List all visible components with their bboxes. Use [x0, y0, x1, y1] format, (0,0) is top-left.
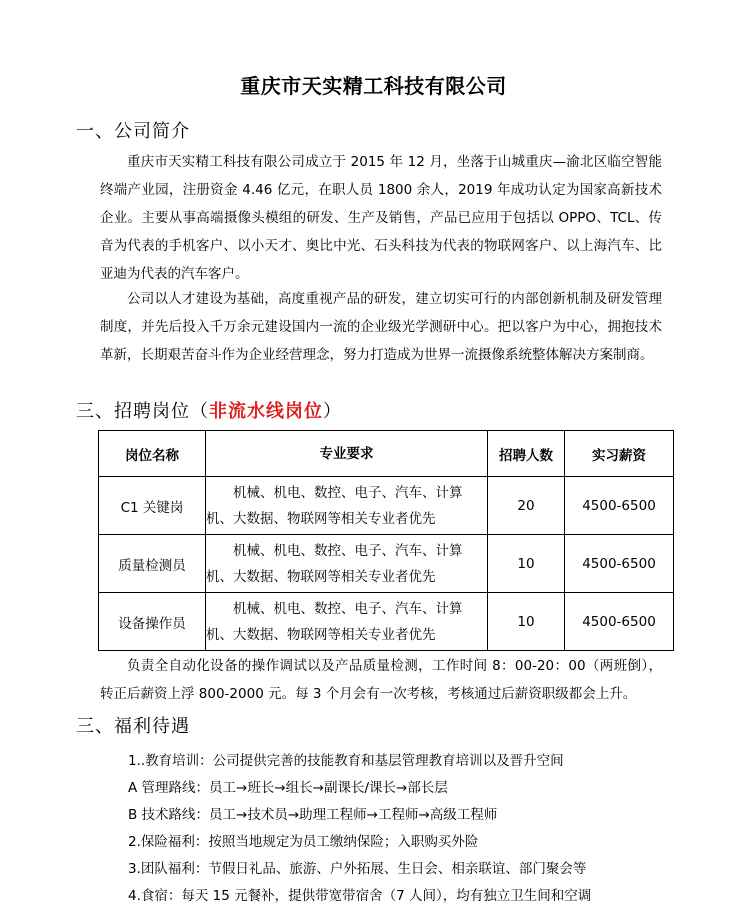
header-requirement: 专业要求 — [206, 431, 488, 477]
intro-paragraph-1: 重庆市天实精工科技有限公司成立于 2015 年 12 月，坐落于山城重庆—渝北区临空智能终端产业园，注册资金 4.46 亿元，在职人员 1800 余人，2019 年成功认定为国家高新技术企业。主要从事高端摄像头模组的研发、生产及销售，产品已应用于包括以 OPPO、TCL、传音为代表的手机客户、以小天才、奥比中光、石头科技为代表的物联网客户、以上海汽车、比亚迪为代表的汽车客户。 — [100, 154, 662, 282]
requirement-cell — [206, 477, 488, 535]
jobs-heading-text: 三、招聘岗位（ — [76, 401, 209, 422]
section-heading-jobs — [76, 397, 342, 423]
jobs-table — [98, 430, 674, 651]
table-row — [99, 535, 674, 593]
salary-range: 4500-6500 — [565, 477, 674, 535]
page-title: 重庆市天实精工科技有限公司 — [240, 74, 507, 98]
benefits-list — [128, 748, 591, 910]
intro-paragraph-2: 公司以人才建设为基础，高度重视产品的研发，建立切实可行的内部创新机制及研发管理制度，并先后投入千万余元建设国内一流的企业级光学测研中心。把以客户为中心，拥抱技术革新，长期艰苦奋斗作为企业经营理念，努力打造成为世界一流摄像系统整体解决方案制商。 — [100, 291, 662, 363]
table-row — [99, 593, 674, 651]
requirement-line-1: 机械、机电、数控、电子、汽车、计算 — [233, 484, 463, 501]
salary-range: 4500-6500 — [565, 593, 674, 651]
requirement-line-2: 机、大数据、物联网等相关专业者优先 — [206, 568, 436, 585]
list-item: 2.保险福利：按照当地规定为员工缴纳保险；入职购买外险 — [128, 834, 479, 850]
requirement-line-1: 机械、机电、数控、电子、汽车、计算 — [233, 600, 463, 617]
jobs-heading-close: ） — [323, 401, 342, 422]
table-header-row — [99, 431, 674, 477]
requirement-cell — [206, 535, 488, 593]
list-item: B 技术路线：员工→技术员→助理工程师→工程师→高级工程师 — [128, 807, 498, 823]
header-salary: 实习薪资 — [565, 431, 674, 477]
hire-count: 10 — [488, 535, 565, 593]
list-item: 1..教育培训：公司提供完善的技能教育和基层管理教育培训以及晋升空间 — [128, 753, 564, 769]
hire-count: 20 — [488, 477, 565, 535]
hire-count: 10 — [488, 593, 565, 651]
position-name: 质量检测员 — [99, 535, 206, 593]
requirement-line-2: 机、大数据、物联网等相关专业者优先 — [206, 626, 436, 643]
position-name: C1 关键岗 — [99, 477, 206, 535]
requirement-cell — [206, 593, 488, 651]
section-heading-intro: 一、公司简介 — [76, 121, 190, 142]
position-name: 设备操作员 — [99, 593, 206, 651]
jobs-heading-highlight: 非流水线岗位 — [209, 401, 323, 422]
header-position: 岗位名称 — [99, 431, 206, 477]
requirement-line-2: 机、大数据、物联网等相关专业者优先 — [206, 510, 436, 527]
jobs-note: 负责全自动化设备的操作调试以及产品质量检测，工作时间 8：00-20：00（两班倒），转正后薪资上浮 800-2000 元。每 3 个月会有一次考核，考核通过后薪资职级都会上升。 — [100, 658, 662, 702]
requirement-line-1: 机械、机电、数控、电子、汽车、计算 — [233, 542, 463, 559]
list-item: 4.食宿：每天 15 元餐补，提供带宽带宿舍（7 人间），均有独立卫生间和空调 — [128, 888, 592, 904]
section-heading-benefits: 三、福利待遇 — [76, 716, 190, 737]
list-item: 3.团队福利：节假日礼品、旅游、户外拓展、生日会、相亲联谊、部门聚会等 — [128, 861, 587, 877]
table-row — [99, 477, 674, 535]
salary-range: 4500-6500 — [565, 535, 674, 593]
list-item: A 管理路线：员工→班长→组长→副课长/课长→部长层 — [128, 780, 448, 796]
header-count: 招聘人数 — [488, 431, 565, 477]
